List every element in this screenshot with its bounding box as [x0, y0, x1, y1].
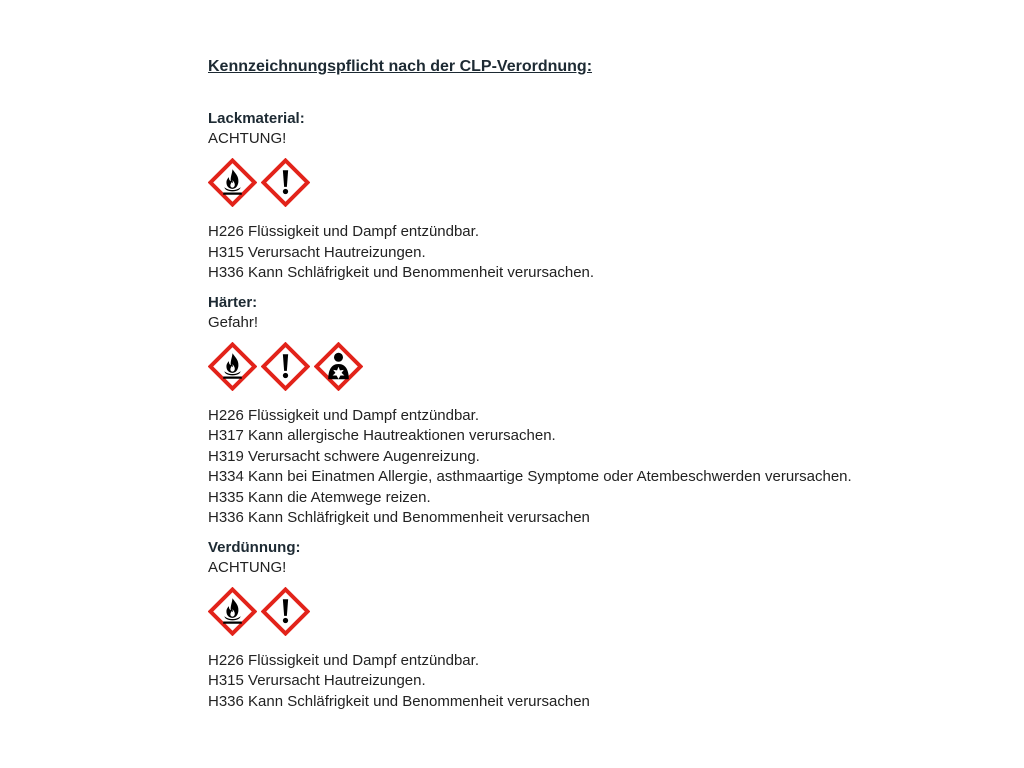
hazard-statement: H336 Kann Schläfrigkeit und Benommenheit verursachen.	[208, 264, 595, 281]
hazard-statement-list	[208, 406, 1008, 529]
hazard-statement: H334 Kann bei Einatmen Allergie, asthmaartige Symptome oder Atembeschwerden verursachen.	[208, 468, 852, 485]
document-title: Kennzeichnungspflicht nach der CLP-Verordnung:	[208, 58, 593, 75]
pictogram-row	[208, 158, 1008, 210]
section-verduennung	[208, 538, 1008, 713]
hazard-statement: H315 Verursacht Hautreizungen.	[208, 672, 426, 689]
section-heading: Verdünnung:	[208, 538, 301, 556]
signal-word: ACHTUNG!	[208, 558, 287, 576]
hazard-statement: H335 Kann die Atemwege reizen.	[208, 488, 431, 506]
exclamation-mark-icon	[261, 342, 310, 391]
exclamation-mark-icon	[261, 158, 310, 207]
hazard-statement: H226 Flüssigkeit und Dampf entzündbar.	[208, 406, 479, 424]
pictogram-row	[208, 587, 1008, 639]
flame-icon	[208, 587, 257, 636]
section-lackmaterial	[208, 109, 1008, 284]
hazard-statement: H336 Kann Schläfrigkeit und Benommenheit verursachen	[208, 509, 590, 526]
hazard-statement-list	[208, 222, 1008, 284]
hazard-statement: H226 Flüssigkeit und Dampf entzündbar.	[208, 223, 479, 240]
pictogram-row	[208, 342, 1008, 394]
hazard-statement: H315 Verursacht Hautreizungen.	[208, 243, 426, 261]
hazard-statement-list	[208, 651, 1008, 713]
exclamation-mark-icon	[261, 587, 310, 636]
signal-word: ACHTUNG!	[208, 130, 287, 147]
health-hazard-icon	[314, 342, 363, 391]
hazard-statement: H226 Flüssigkeit und Dampf entzündbar.	[208, 651, 479, 669]
hazard-statement: H317 Kann allergische Hautreaktionen verursachen.	[208, 427, 556, 444]
document	[208, 57, 1008, 712]
flame-icon	[208, 158, 257, 207]
flame-icon	[208, 342, 257, 391]
hazard-statement: H319 Verursacht schwere Augenreizung.	[208, 447, 480, 465]
signal-word: Gefahr!	[208, 313, 259, 331]
section-heading: Härter:	[208, 293, 258, 311]
section-haerter	[208, 293, 1008, 529]
section-heading: Lackmaterial:	[208, 110, 305, 127]
hazard-statement: H336 Kann Schläfrigkeit und Benommenheit verursachen	[208, 692, 590, 710]
